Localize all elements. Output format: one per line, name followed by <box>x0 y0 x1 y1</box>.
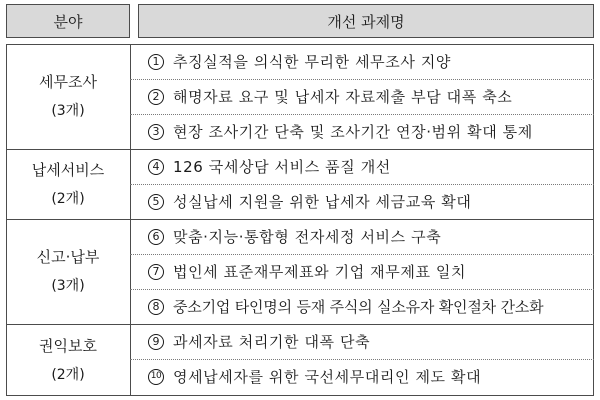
circled-number: 5 <box>148 194 164 210</box>
item-text: 추징실적을 의식한 무리한 세무조사 지양 <box>173 53 452 71</box>
circled-number: 6 <box>148 229 164 245</box>
circled-number: 4 <box>148 159 164 175</box>
circled-number: 8 <box>148 299 164 315</box>
list-item <box>148 359 588 394</box>
category-filing-payment <box>6 219 130 324</box>
category-count: (2개) <box>51 366 85 383</box>
item-text: 영세납세자를 위한 국선세무대리인 제도 확대 <box>173 368 482 386</box>
list-item <box>148 114 588 149</box>
item-text: 맞춤·지능·통합형 전자세정 서비스 구축 <box>173 228 442 246</box>
column-divider <box>130 44 131 396</box>
circled-number: 1 <box>148 54 164 70</box>
category-tax-audit <box>6 44 130 149</box>
category-name: 신고·납부 <box>36 248 100 266</box>
list-item <box>148 184 588 219</box>
item-text: 현장 조사기간 단축 및 조사기간 연장·범위 확대 통제 <box>173 123 533 141</box>
list-item <box>148 149 588 184</box>
category-name: 권익보호 <box>39 336 97 355</box>
category-count: (3개) <box>51 278 85 294</box>
list-item <box>148 289 588 324</box>
category-taxpayer-service <box>6 149 130 219</box>
item-text: 법인세 표준재무제표와 기업 재무제표 일치 <box>173 263 467 281</box>
header-category-label: 분야 <box>53 12 83 31</box>
item-text: 중소기업 타인명의 등재 주식의 실소유자 확인절차 간소화 <box>173 298 544 316</box>
category-count: (3개) <box>51 103 85 119</box>
category-name: 납세서비스 <box>31 160 105 179</box>
header-task-label: 개선 과제명 <box>327 12 405 31</box>
header-task <box>138 4 594 38</box>
category-count: (2개) <box>51 190 85 207</box>
category-name: 세무조사 <box>39 73 97 91</box>
circled-number: 10 <box>148 369 164 385</box>
item-text: 과세자료 처리기한 대폭 단축 <box>173 333 371 351</box>
item-text: 해명자료 요구 및 납세자 자료제출 부담 대폭 축소 <box>173 88 513 106</box>
list-item <box>148 219 588 254</box>
circled-number: 3 <box>148 124 164 140</box>
list-item <box>148 254 588 289</box>
item-text: 성실납세 지원을 위한 납세자 세금교육 확대 <box>173 193 472 211</box>
item-text: 126 국세상담 서비스 품질 개선 <box>173 158 391 176</box>
list-item <box>148 44 588 79</box>
circled-number: 2 <box>148 89 164 105</box>
category-rights-protection <box>6 324 130 396</box>
circled-number: 7 <box>148 264 164 280</box>
header-category <box>6 4 130 38</box>
list-item <box>148 324 588 359</box>
list-item <box>148 79 588 114</box>
circled-number: 9 <box>148 334 164 350</box>
